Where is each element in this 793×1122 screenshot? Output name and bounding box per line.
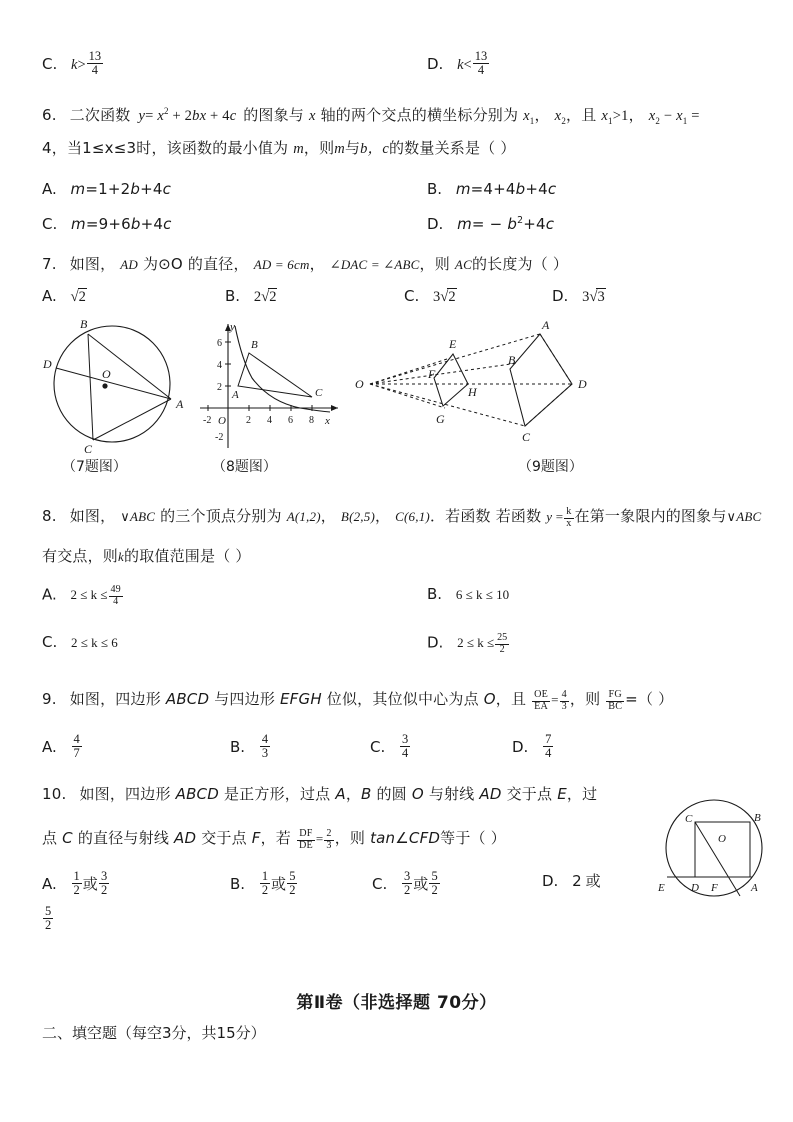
q8-option-c-inequality: 2 ≤ k ≤ 6 xyxy=(71,635,118,650)
q6-option-c-text: m=9+6b+4c xyxy=(71,215,172,233)
q10-option-a xyxy=(42,870,110,898)
svg-text:O: O xyxy=(718,833,726,845)
svg-text:B: B xyxy=(508,353,516,367)
question-8-triangle-2: ∨ABC xyxy=(726,509,762,524)
question-10-circle-o: O xyxy=(411,785,424,803)
q10-option-c xyxy=(372,870,441,898)
svg-text:-2: -2 xyxy=(215,432,224,443)
q7-option-b-radicand: 2 xyxy=(269,289,277,305)
question-8-line2-a: 有交点，则 xyxy=(42,547,119,565)
question-7-text-e: 的长度为（ ） xyxy=(471,255,569,273)
q7-option-c-radicand: 2 xyxy=(448,289,456,305)
q8-option-d-denominator: 2 xyxy=(495,644,509,656)
question-10-tan-expression: tan∠CFD xyxy=(370,829,441,847)
svg-text:6: 6 xyxy=(217,338,222,349)
question-6-text-b: 的图象与 xyxy=(243,106,304,124)
q7-option-c-coefficient: 3 xyxy=(433,289,441,305)
q7-option-d-radicand: 3 xyxy=(597,289,605,305)
question-7-number: 7. xyxy=(42,255,57,273)
svg-text:D: D xyxy=(691,882,699,894)
question-8-line-2 xyxy=(42,545,754,568)
q9-option-c-numerator: 3 xyxy=(402,732,409,746)
question-6-text-c: 轴的两个交点的横坐标分别为 xyxy=(320,106,519,124)
question-9-ratio1-numerator: OE xyxy=(534,688,549,700)
question-6-line-1 xyxy=(42,104,754,128)
question-10-point-e: E xyxy=(557,785,567,803)
question-10-line2-b: 的直径与射线 xyxy=(77,829,170,847)
question-8-text-a: 如图， xyxy=(69,507,116,525)
question-9-text-e: ，则 xyxy=(569,690,601,708)
question-8-number: 8. xyxy=(42,507,57,525)
q7-option-a-radicand: 2 xyxy=(78,289,86,305)
option-d-variable: k xyxy=(457,56,464,73)
question-6-comma-3: ， xyxy=(628,106,644,124)
question-7-text-c: ， xyxy=(309,255,325,273)
q10-option-d-wrap-numerator: 5 xyxy=(45,904,52,918)
question-9-text-f: =（ ） xyxy=(625,690,674,708)
svg-text:6: 6 xyxy=(288,415,293,426)
q8-option-d-numerator: 25 xyxy=(497,632,508,643)
question-8-text-c: ．若函数 xyxy=(429,507,491,525)
question-10-abcd: ABCD xyxy=(175,785,219,803)
question-9-number: 9. xyxy=(42,690,57,708)
question-8-sep-1: ， xyxy=(320,507,336,525)
question-9-equals-1: = xyxy=(551,692,559,707)
q10-option-d-wrap-denominator: 2 xyxy=(45,918,52,933)
option-c-numerator: 13 xyxy=(88,49,102,63)
svg-text:y: y xyxy=(230,321,235,333)
question-6-line2-d: 的数量关系是（ ） xyxy=(388,139,516,157)
question-6-line-2 xyxy=(42,137,754,161)
svg-text:A: A xyxy=(751,882,758,894)
q10-option-b-den-2: 2 xyxy=(289,883,296,898)
q9-option-a-numerator: 4 xyxy=(73,732,80,746)
svg-text:D: D xyxy=(43,357,52,371)
q8-option-d-inequality: 2 ≤ k ≤ xyxy=(457,635,495,651)
question-10-text-f: 交于点 xyxy=(506,785,553,803)
q10-option-c-num-1: 3 xyxy=(404,869,411,883)
question-8-k: k xyxy=(118,549,124,564)
question-10-line-2 xyxy=(42,827,642,852)
question-10-line-1 xyxy=(42,783,642,806)
svg-text:F: F xyxy=(428,367,436,381)
q8-option-d-label: D. xyxy=(427,633,444,652)
question-9-text-a: 如图，四边形 xyxy=(69,690,161,708)
svg-text:H: H xyxy=(468,385,477,399)
q8-option-a-numerator: 49 xyxy=(110,584,121,595)
figures-row xyxy=(40,316,660,491)
q7-option-a: A. √2 xyxy=(42,287,86,305)
q10-option-c-label: C. xyxy=(372,874,388,893)
q10-option-d-value: 2 xyxy=(572,872,582,890)
q9-option-d-label: D. xyxy=(512,737,529,756)
svg-text:O: O xyxy=(355,377,364,391)
question-6-bc: b，c xyxy=(360,141,389,157)
question-9-text-c: 位似，其位似中心为点 xyxy=(326,690,479,708)
q6-option-d-text: $m= - b^2+4c$ xyxy=(457,215,555,233)
question-7-ac: AC xyxy=(454,257,472,272)
svg-text:2: 2 xyxy=(246,415,251,426)
q9-option-b-label: B. xyxy=(230,737,246,756)
q10-option-c-or: 或 xyxy=(413,874,429,893)
option-c-label: C. xyxy=(42,54,58,73)
question-10-text-b: 是正方形，过点 xyxy=(223,785,331,803)
q7-option-b-coefficient: 2 xyxy=(253,289,262,305)
question-7-text-b: 为⊙O 的直径， xyxy=(142,255,249,273)
question-8-point-b: B(2,5) xyxy=(340,509,375,524)
svg-text:C: C xyxy=(522,430,531,444)
q7-option-d-coefficient: 3 xyxy=(582,289,590,305)
svg-text:E: E xyxy=(449,337,457,351)
svg-text:-2: -2 xyxy=(203,415,212,426)
question-10-ratio2-denominator: 3 xyxy=(326,839,332,851)
q8-option-b-label: B. xyxy=(427,585,443,603)
q10-option-a-den-2: 2 xyxy=(100,883,108,898)
q6-option-b-text: m=4+4b+4c xyxy=(455,180,557,198)
question-6-line2-b: ，则 xyxy=(303,139,335,157)
svg-text:B: B xyxy=(251,339,258,351)
question-8-point-c: C(6,1) xyxy=(395,509,430,524)
question-10-ratio-numerator: DF xyxy=(299,827,313,839)
question-7-ad: AD xyxy=(120,257,138,272)
q7-option-c-label: C. xyxy=(404,287,420,305)
question-9-ratio2-numerator: 4 xyxy=(561,688,567,700)
figure-9-caption: （9题图） xyxy=(518,459,583,475)
svg-text:C: C xyxy=(84,442,93,456)
q8-option-c-label: C. xyxy=(42,633,58,651)
question-10-line2-f: 等于（ ） xyxy=(440,829,506,847)
question-8-line-1 xyxy=(42,505,762,530)
question-10-line2-e: ，则 xyxy=(334,829,366,847)
question-10-text-e: 与射线 xyxy=(428,785,475,803)
q7-option-d-label: D. xyxy=(552,287,569,305)
svg-text:C: C xyxy=(315,387,323,399)
question-10-ratio-right xyxy=(323,827,334,851)
svg-text:A: A xyxy=(542,318,550,332)
option-c-relation: > xyxy=(77,56,86,73)
svg-text:O: O xyxy=(102,367,111,381)
q10-option-b xyxy=(230,870,298,898)
part-two-header: 第Ⅱ卷（非选择题 70分） xyxy=(296,993,497,1013)
q6-option-a-text: m=1+2b+4c xyxy=(70,180,172,198)
question-8-function: y = $\frac{k}{x}$ xyxy=(546,505,572,529)
question-6-line2-text: 4，当1≤x≤3时，该函数的最小值为 xyxy=(42,139,289,157)
question-8-triangle-1: ∨ABC xyxy=(120,509,156,524)
question-10-point-f: F xyxy=(251,829,261,847)
question-8-fn-denominator: x xyxy=(566,517,572,529)
svg-text:A: A xyxy=(176,397,184,411)
question-6-x2: $x_2$ xyxy=(554,108,567,126)
q7-option-d: D. 3√3 xyxy=(552,287,605,305)
question-9-line-1 xyxy=(42,688,754,713)
question-6-m: m xyxy=(293,141,304,157)
q10-option-a-label: A. xyxy=(42,874,57,893)
svg-text:8: 8 xyxy=(309,415,314,426)
question-9-ratio-1 xyxy=(531,688,551,712)
figure-10-circle-square xyxy=(648,795,786,910)
q8-option-a-label: A. xyxy=(42,585,57,604)
question-8-sep-2: ， xyxy=(374,507,391,525)
q10-option-d xyxy=(542,870,601,891)
question-8-point-a: A(1,2) xyxy=(286,509,321,524)
question-10-ratio2-numerator: 2 xyxy=(326,827,332,839)
question-9-ratio3-numerator: FG xyxy=(608,688,622,700)
option-d-relation: < xyxy=(463,56,472,73)
svg-text:D: D xyxy=(578,377,587,391)
q8-option-c xyxy=(42,633,118,652)
question-10-line2-c: 交于点 xyxy=(201,829,247,847)
q10-option-b-den-1: 2 xyxy=(261,883,269,898)
question-7-ad-length: AD = 6cm xyxy=(253,257,310,272)
svg-text:4: 4 xyxy=(267,415,272,426)
option-c-denominator: 4 xyxy=(87,63,103,77)
svg-text:C: C xyxy=(685,813,693,825)
q10-option-a-den-1: 2 xyxy=(73,883,80,898)
q6-option-d xyxy=(427,215,554,234)
question-8-text-b: 的三个顶点分别为 xyxy=(160,507,282,525)
question-10-text-g: ，过 xyxy=(566,785,598,803)
question-9-efgh: EFGH xyxy=(280,690,322,708)
question-9-text-d: ，且 xyxy=(495,690,527,708)
option-c xyxy=(42,50,104,78)
question-10-number: 10. xyxy=(42,785,67,803)
svg-text:O: O xyxy=(218,415,226,427)
question-9-ratio-2 xyxy=(559,688,570,712)
q6-option-c xyxy=(42,215,172,234)
q10-option-b-num-1: 1 xyxy=(261,869,269,883)
q10-option-b-num-2: 5 xyxy=(289,869,296,883)
q10-option-c-den-2: 2 xyxy=(431,883,438,898)
question-6-comma-2: ，且 xyxy=(566,106,597,124)
option-d-denominator: 4 xyxy=(473,63,489,77)
svg-text:B: B xyxy=(754,812,761,824)
q6-option-a xyxy=(42,180,171,199)
question-6-function: $y= x^2 + 2bx + 4c$ xyxy=(138,106,237,124)
question-10-line2-a: 点 xyxy=(42,829,58,847)
question-8-text-cc: 若函数 xyxy=(495,507,542,525)
q10-option-d-or: 或 xyxy=(585,872,601,890)
question-10-point-a: A xyxy=(335,785,346,803)
svg-text:G: G xyxy=(436,412,445,426)
figure-8-graph xyxy=(190,316,350,475)
q6-option-c-label: C. xyxy=(42,215,58,233)
q9-option-c-label: C. xyxy=(370,737,386,756)
q9-option-d xyxy=(512,733,554,761)
q9-option-a-denominator: 7 xyxy=(73,746,80,761)
question-10-ratio-denominator: DE xyxy=(298,839,313,851)
figure-7-circle xyxy=(40,316,210,475)
q10-option-d-label: D. xyxy=(542,872,559,890)
q9-option-d-numerator: 7 xyxy=(545,732,552,746)
q6-option-d-label: D. xyxy=(427,215,444,233)
figure-9-homothety xyxy=(350,316,640,475)
question-7-text-d: ，则 xyxy=(419,255,450,273)
svg-text:2: 2 xyxy=(217,382,222,393)
q7-option-c: C. 3√2 xyxy=(404,287,456,305)
q6-option-b-label: B. xyxy=(427,180,443,198)
question-6-number: 6. xyxy=(42,106,57,124)
q6-option-b xyxy=(427,180,556,199)
question-6-m-2: m xyxy=(334,141,345,157)
question-10-option-d-wrap xyxy=(42,905,754,933)
option-d xyxy=(427,50,490,78)
question-8-text-d: 在第一象限内的图象与 xyxy=(574,507,727,525)
q7-option-b: B. 2√2 xyxy=(225,287,277,305)
q10-option-a-or: 或 xyxy=(82,874,98,893)
question-6-text-a: 二次函数 xyxy=(69,106,131,124)
q10-option-c-num-2: 5 xyxy=(431,869,438,883)
section-two-fill-in-blank: 二、填空题（每空3分，共15分） xyxy=(42,1024,266,1042)
question-10-text-a: 如图，四边形 xyxy=(79,785,171,803)
question-9-ratio2-denominator: 3 xyxy=(561,700,567,712)
q8-option-b-inequality: 6 ≤ k ≤ 10 xyxy=(455,587,510,602)
q9-option-d-denominator: 4 xyxy=(545,746,552,761)
question-9-abcd: ABCD xyxy=(165,690,210,708)
question-7-text-a: 如图， xyxy=(69,255,116,273)
svg-text:F: F xyxy=(711,882,718,894)
figure-8-caption: （8题图） xyxy=(212,459,277,475)
question-6-x-axis: x xyxy=(308,108,316,124)
question-9-ratio3-denominator: BC xyxy=(608,700,623,712)
q10-option-b-label: B. xyxy=(230,874,246,893)
q9-option-b xyxy=(230,733,271,761)
question-10-point-c: C xyxy=(62,829,73,847)
q9-option-a-label: A. xyxy=(42,737,57,756)
q6-option-a-label: A. xyxy=(42,180,57,198)
q9-option-c xyxy=(370,733,411,761)
question-6-line2-c: 与 xyxy=(344,139,361,157)
question-10-text-c: ， xyxy=(345,785,362,803)
svg-text:A: A xyxy=(232,389,239,401)
q10-option-c-den-1: 2 xyxy=(404,883,411,898)
q8-option-a-denominator: 4 xyxy=(109,596,123,608)
question-9-ratio1-denominator: EA xyxy=(534,700,549,712)
q9-option-c-denominator: 4 xyxy=(402,746,409,761)
q9-option-b-denominator: 3 xyxy=(261,746,269,761)
question-10-text-d: 的圆 xyxy=(376,785,407,803)
q7-option-b-label: B. xyxy=(225,287,241,305)
option-d-label: D. xyxy=(427,54,444,73)
question-10-equals: = xyxy=(315,831,324,846)
figure-7-caption: （7题图） xyxy=(62,459,127,475)
q8-option-b xyxy=(427,585,509,604)
question-10-ray-ad-2: AD xyxy=(174,829,197,847)
svg-text:x: x xyxy=(325,415,330,427)
q9-option-b-numerator: 4 xyxy=(261,732,269,746)
question-10-ray-ad: AD xyxy=(479,785,502,803)
question-9-text-b: 与四边形 xyxy=(214,690,276,708)
option-d-numerator: 13 xyxy=(474,49,488,63)
svg-text:E: E xyxy=(658,882,665,894)
question-10-ratio-left xyxy=(296,827,316,851)
question-6-x1: $x_1$ xyxy=(523,108,535,126)
question-9-ratio-3 xyxy=(605,688,625,712)
svg-text:4: 4 xyxy=(217,360,222,371)
q10-option-b-or: 或 xyxy=(271,874,287,893)
question-6-condition-1: $x_1>1$ xyxy=(601,108,629,126)
svg-text:B: B xyxy=(80,317,88,331)
question-9-center-o: O xyxy=(483,690,496,708)
q10-option-a-num-1: 1 xyxy=(73,869,80,883)
option-c-variable: k xyxy=(71,56,78,73)
question-7-line-1 xyxy=(42,253,754,276)
q7-option-a-label: A. xyxy=(42,287,57,305)
question-10-point-b: B xyxy=(361,785,372,803)
question-6-condition-2: $x_2 - x_1$ = xyxy=(648,108,700,126)
q10-option-a-num-2: 3 xyxy=(100,869,108,883)
question-8-line2-b: 的取值范围是（ ） xyxy=(124,547,251,565)
q9-option-a xyxy=(42,733,83,761)
q8-option-a-inequality: 2 ≤ k ≤ xyxy=(70,587,108,603)
question-7-angle-equality: ∠DAC = ∠ABC xyxy=(329,257,420,272)
q8-option-a xyxy=(42,585,124,608)
question-10-line2-d: ，若 xyxy=(260,829,291,847)
question-8-fn-numerator: k xyxy=(566,505,572,517)
question-6-comma-1: ， xyxy=(534,106,550,124)
q8-option-d xyxy=(427,633,510,656)
